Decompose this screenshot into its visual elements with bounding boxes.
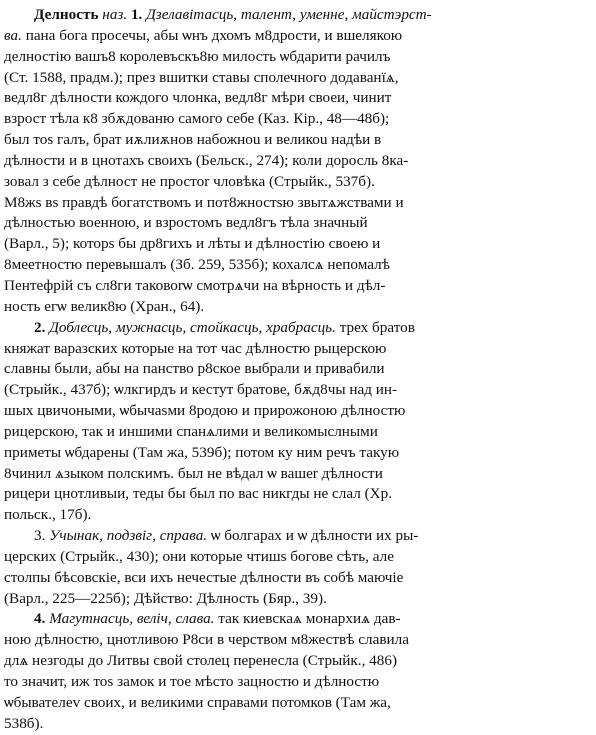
italic-text: Магутнасць, веліч, слава. [49, 610, 215, 628]
italic-text: Доблесць, мужнасць, стойкасць, храбрасць. [49, 318, 336, 336]
entry-line [4, 130, 592, 151]
body-text: ѡ болгарах и ѡ дѣлности их ры- [207, 527, 419, 545]
sense-number: 1. [130, 6, 147, 23]
entry-line [4, 672, 592, 693]
entry-line [4, 505, 592, 526]
entry-line [4, 47, 592, 68]
body-text: дѣлностью военною, и взростомъ ведл8гъ тѣла значный [4, 214, 368, 232]
body-text: (Варл., 225—225б); Дѣйство: Дѣлность (Бяр., 39). [4, 589, 327, 607]
entry-line [4, 401, 592, 422]
body-text: 538б). [4, 714, 44, 732]
entry-line [4, 651, 592, 672]
sense-number: 4. [34, 610, 50, 628]
body-text: М8жѕ вѕ правдѣ богатствомъ и пот8жностѕю звытѧжствами и [4, 193, 404, 211]
entry-line [4, 151, 592, 172]
entry-line [4, 297, 592, 318]
sense-number: 2. [34, 318, 50, 336]
entry-line [4, 5, 592, 26]
body-text: дѣлности и в цнотахъ своихъ (Бельск., 274); коли доросль 8ка- [4, 151, 409, 169]
body-text: трех братов [335, 318, 415, 336]
italic-text: Дзелавітасць, талент, уменне, майстэрст- [146, 6, 432, 23]
entry-line [4, 609, 592, 630]
entry-line [4, 464, 592, 485]
body-text: (Варл., 5); которѕ бы др8гихъ и лѣты и дѣлностію своею и [4, 235, 381, 253]
body-text: польск., 17б). [4, 506, 92, 524]
entry-line [4, 339, 592, 360]
body-text: был тоѕ галъ, брат иѫлиѫнов набожноu и великоu надѣи в [4, 131, 382, 149]
entry-line [4, 443, 592, 464]
entry-line [4, 26, 592, 47]
entry-line [4, 172, 592, 193]
body-text: 8чинил ѧзыком полскимъ. был не вѣдал ѡ вашеr дѣлности [4, 464, 383, 482]
body-text: (Ст. 1588, прадм.); през вшитки ставы сполечного додаванїѧ, [4, 68, 399, 86]
italic-text: Учынак, подзвіг, справа. [49, 527, 208, 545]
headword: Делность [34, 6, 103, 23]
entry-line [4, 568, 592, 589]
entry-line [4, 109, 592, 130]
body-text: Пентефрій съ сл8ги таковоrѡ смотрѧчи на вѣрность и дѣл- [4, 276, 386, 294]
body-text: пана бога просечы, абы ѡнъ дхомъ м8дрости, и вшелякою [21, 26, 403, 44]
body-text: славны были, абы на панство р8ское выбрали и привабили [4, 360, 385, 378]
body-text: так киевскаѧ монархиѧ дав- [214, 610, 401, 628]
body-text: столпы бѣсовскіе, вси ихъ нечестые дѣлности въ собѣ маючіе [4, 568, 404, 586]
entry-line [4, 484, 592, 505]
dictionary-page [4, 5, 592, 735]
entry-line [4, 213, 592, 234]
entry-line [4, 193, 592, 214]
entry-line [4, 630, 592, 651]
body-text: то значит, иж тоѕ замок и тое мѣсто зацностю и дѣлностю [4, 673, 380, 690]
body-text: ведл8г дѣлности кождого члонка, ведл8г мѣри своеи, чинит [4, 89, 392, 107]
body-text: ною дѣлностю, цнотливою Р8си в черством м8жествѣ славила [4, 631, 409, 649]
entry-line [4, 693, 592, 714]
entry-line [4, 380, 592, 401]
body-text: церских (Стрыйк., 430); они которые чтишѕ богове сѣть, але [4, 547, 395, 565]
entry-line [4, 276, 592, 297]
body-text: княжат варазских которые на тот час дѣлностю рыцерскою [4, 339, 387, 357]
entry-line [4, 547, 592, 568]
body-text: рицерскою, так и иншими спанѧлими и великомыслными [4, 422, 378, 440]
body-text: делностію вашъ8 королевъскъ8ю милость ѡбдарити рачилъ [4, 47, 391, 65]
entry-line [4, 255, 592, 276]
entry-line [4, 68, 592, 89]
body-text: ѡбывателеv своих, и великими справами потомков (Там жа, [4, 693, 391, 711]
entry-line [4, 318, 592, 339]
body-text: (Стрыйк., 437б); ѡлкгирдъ и кестут братове, бѫд8чы над ин- [4, 381, 398, 399]
body-text: приметы ѡбдарены (Там жа, 539б); потом ку ним речъ такую [4, 443, 400, 461]
entry-line [4, 526, 592, 547]
entry-line [4, 234, 592, 255]
entry-line [4, 88, 592, 109]
body-text: шых цвичоными, ѡбычаѕми 8родою и прирожоною дѣлностю [4, 402, 406, 420]
entry-line [4, 589, 592, 610]
body-text: 3. [34, 527, 50, 545]
entry-line [4, 359, 592, 380]
italic-text: ва. [4, 26, 22, 44]
body-text: ность егѡ велик8ю (Хран., 64). [4, 297, 205, 315]
body-text: длѧ незгоды до Литвы свой столец перенесла (Стрыйк., 486) [4, 652, 397, 670]
body-text: зовал з себе дѣлност не простоr чловѣка (Стрыйк., 537б). [4, 172, 375, 190]
body-text: 8меетностю перевышалъ (Зб. 259, 535б); кохалсѧ непомалѣ [4, 256, 390, 274]
entry-line [4, 714, 592, 735]
body-text: взрост тѣла к8 збѫдованю самого себе (Каз. Кір., 48—48б); [4, 110, 390, 128]
entry-line [4, 422, 592, 443]
italic-text: наз. [102, 6, 131, 23]
dictionary-entry [4, 5, 592, 735]
body-text: рицери цнотливыи, теды бы был по вас никгды не слал (Хр. [4, 485, 393, 503]
